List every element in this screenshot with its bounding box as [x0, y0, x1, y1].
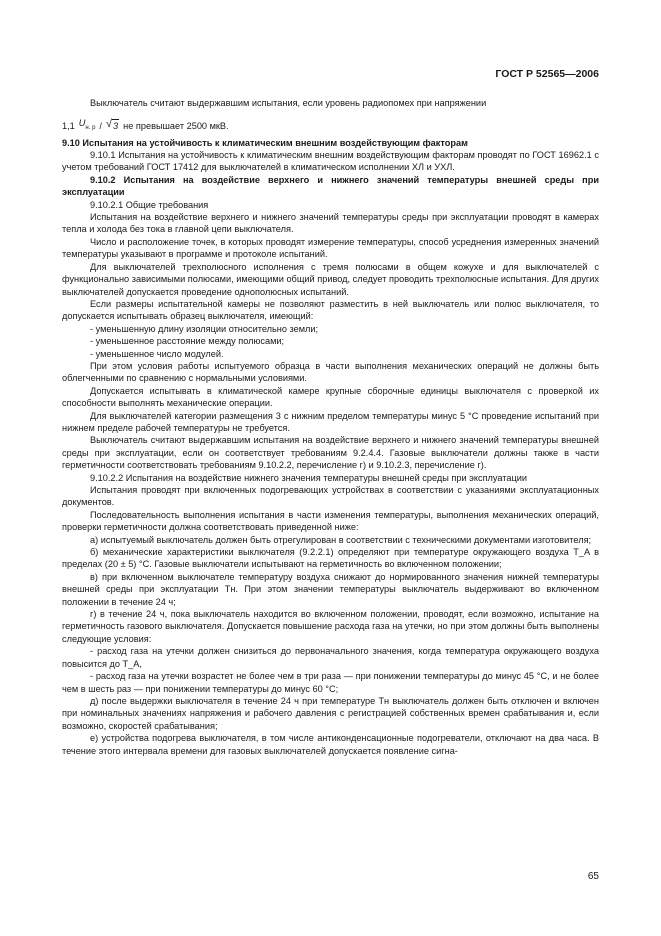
paragraph: 9.10 Испытания на устойчивость к климатическим внешним воздействующим факторам [62, 137, 468, 148]
paragraph: - уменьшенное число модулей. [90, 348, 224, 359]
paragraph: Выключатель считают выдержавшим испытания на воздействие верхнего и нижнего значений температуры внешней среды при эксплуатации, если он соответствует требованиям 9.2.4.4. Газовые выключатели должны также в части герметичности соответствовать требованиям 9.10.2.2, перечисление г) и 9.10.2.3, перечисление г). [62, 435, 599, 471]
document-header: ГОСТ Р 52565—2006 [495, 68, 599, 80]
formula-slash: / [99, 120, 102, 131]
sqrt-symbol: √ 3 [105, 118, 119, 132]
paragraph: 9.10.1 Испытания на устойчивость к климатическим внешним воздействующим факторам проводят по ГОСТ 16962.1 с учетом требований ГОСТ 17412 для выключателей в климатическом исполнении ХЛ и УХЛ. [62, 150, 599, 173]
formula-coefficient: 1,1 [62, 120, 75, 131]
paragraph: Испытания на воздействие верхнего и нижнего значений температуры среды при эксплуатации проводят в камерах тепла и холода без тока в главной цепи выключателя. [62, 212, 599, 235]
paragraph: б) механические характеристики выключателя (9.2.2.1) определяют при температуре окружающего воздуха T_A в пределах (20 ± 5) °С. Газовые выключатели испытывают на герметичность во включенном положении; [62, 547, 599, 570]
paragraph: Если размеры испытательной камеры не позволяют разместить в ней выключатель или полюс выключателя, то допускается испытывать образец выключателя, имеющий: [62, 298, 599, 322]
formula-tail: не превышает 2500 мкВ. [123, 120, 229, 131]
paragraph: 9.10.2.1 Общие требования [90, 199, 209, 210]
paragraph: 9.10.2.2 Испытания на воздействие нижнего значения температуры внешней среды при эксплуатации [90, 472, 528, 483]
page-number: 65 [587, 871, 599, 882]
paragraph: - расход газа на утечки возрастет не более чем в три раза — при понижении температуры до минус 45 °С, и не более чем в шесть раз — при понижении температуры до минус 60 °С; [62, 671, 599, 694]
formula-voltage: $U_{н. р}$ [78, 118, 96, 132]
paragraph: Допускается испытывать в климатической камере крупные сборочные единицы выключателя с проверкой их способности выполнять механические операции. [62, 385, 599, 409]
paragraph: - уменьшенную длину изоляции относительно земли; [90, 323, 319, 334]
formula-subscript: н. р [85, 125, 96, 132]
paragraph: Для выключателей категории размещения 3 с нижним пределом температуры минус 5 °С проведение испытаний при нижнем пределе рабочей температуры не требуется. [62, 410, 599, 433]
paragraph: в) при включенном выключателе температуру воздуха снижают до нормированного значения нижней температуры внешней среды при эксплуатации Tн. При этом значении температуры выключатель выдерживают во включенном положении в течение 24 ч; [62, 571, 599, 607]
paragraph: 9.10.2 Испытания на воздействие верхнего и нижнего значений температуры внешней среды при эксплуатации [62, 174, 599, 198]
paragraph: Последовательность выполнения испытания в части изменения температуры, выполнения механических операций, проверки герметичности должна соответствовать приведенной ниже: [62, 509, 599, 533]
intro-sentence: Выключатель считают выдержавшим испытания, если уровень радиопомех при напряжении [90, 98, 487, 108]
paragraph: - уменьшенное расстояние между полюсами; [90, 336, 285, 347]
paragraph: Число и расположение точек, в которых проводят измерение температуры, способ усреднения измеренных значений температуры указывают в программе и протоколе испытаний. [62, 236, 599, 260]
paragraph: а) испытуемый выключатель должен быть отрегулирован в соответствии с техническими документами изготовителя; [90, 534, 592, 545]
paragraph: При этом условия работы испытуемого образца в части выполнения механических операций не должны быть облегченными по сравнению с нормальными условиями. [62, 360, 599, 384]
paragraph: Испытания проводят при включенных подогревающих устройствах в соответствии с указаниями эксплуатационных документов. [62, 485, 599, 508]
paragraph: - расход газа на утечки должен снизиться до первоначального значения, когда температура окружающего воздуха повысится до T_A, [62, 646, 599, 669]
formula-line [62, 117, 599, 134]
paragraph-list [62, 137, 599, 757]
paragraph: Для выключателей трехполюсного исполнения с тремя полюсами в общем кожухе и для выключателей с функционально зависимыми полюсами, имеющими общий привод, следует проводить трехполюсные испытания. Для других выключателей допускается проведение однополюсных испытаний. [62, 261, 599, 297]
paragraph: е) устройства подогрева выключателя, в том числе антиконденсационные подогреватели, отключают на два часа. В течение этого интервала времени для газовых выключателей допускается появление сигна- [62, 733, 599, 756]
document-body [62, 97, 599, 757]
paragraph: д) после выдержки выключателя в течение 24 ч при температуре Tн выключатель должен быть отключен и включен при номинальных значениях напряжения и рабочего давления с регистрацией собственных времен срабатывания и, если возможно, скоростей срабатывания; [62, 695, 599, 731]
sqrt-argument: 3 [113, 121, 119, 132]
paragraph: г) в течение 24 ч, пока выключатель находится во включенном положении, проводят, если возможно, испытание на герметичность газового выключателя. Допускается повышение расхода газа на утечки, но при этом должны быть выполнены следующие условия: [62, 609, 599, 644]
